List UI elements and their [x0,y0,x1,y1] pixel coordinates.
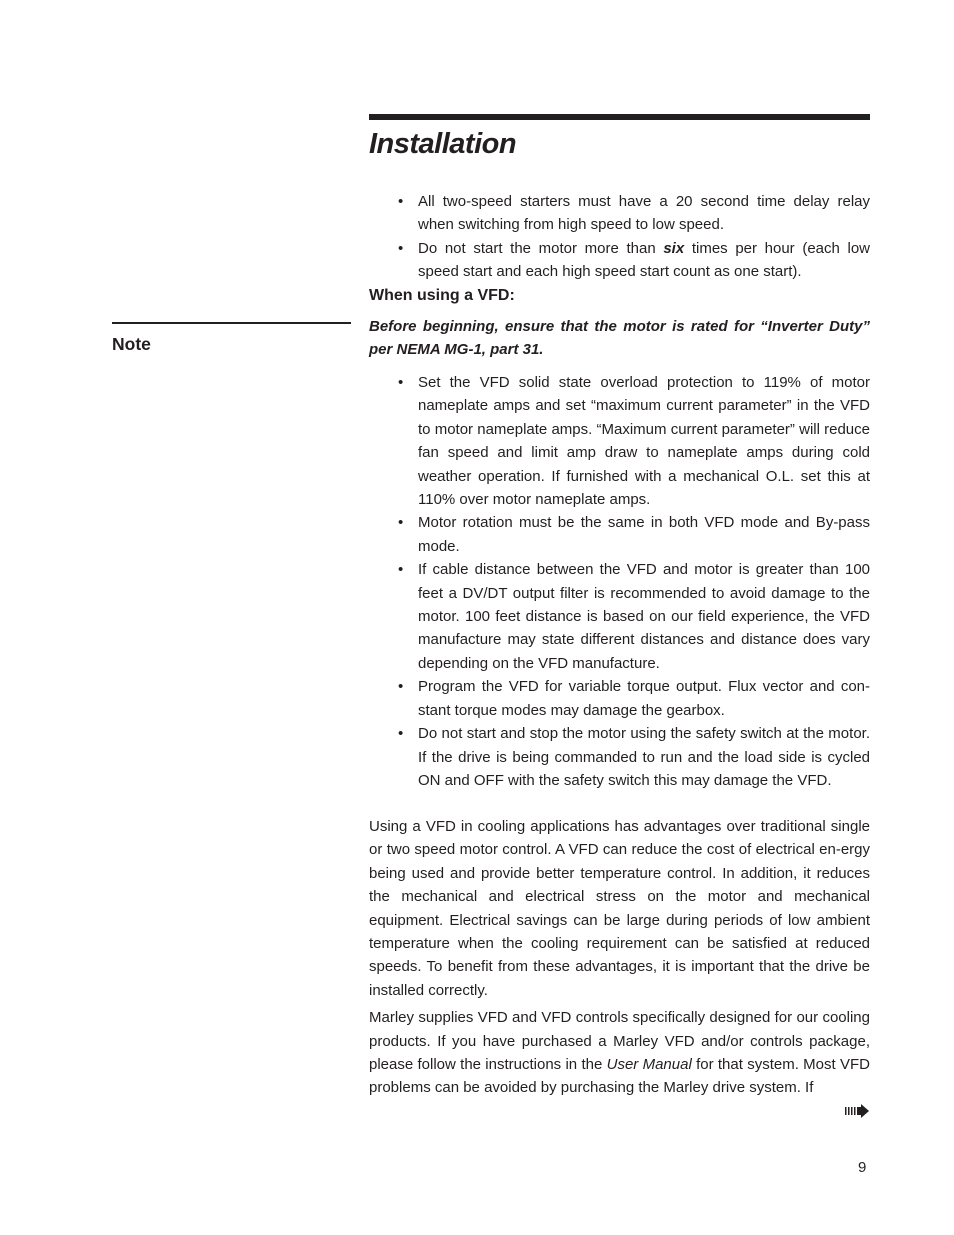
sidebar-divider [112,322,351,324]
body-paragraph [369,1006,870,1100]
title-rule [369,114,870,120]
page-title: Installation [369,128,517,160]
section-heading: When using a VFD: [369,287,515,304]
sidebar-note-label: Note [112,334,151,354]
list-item: • All two-speed starters must have a 20 second time delay relay when switching from high speed to low speed. [418,190,870,237]
list-item: • Program the VFD for variable torque output. Flux vector and con-stant torque modes may damage the gearbox. [418,675,870,722]
list-item: • Set the VFD solid state overload protection to 119% of motor nameplate amps and set “maximum current parameter” in the VFD to motor nameplate amps. “Maximum current parameter” will reduce fan speed and limit amp draw to nameplate amps during cold weather operation. If furnished with a mechanical O.L. set this at 110% over motor nameplate amps. [418,371,870,511]
list-item: • If cable distance between the VFD and motor is greater than 100 feet a DV/DT output filter is recommended to avoid damage to the motor. 100 feet distance is based on our field experience, the VFD manufacture may state different distances and distance does vary depending on the VFD manufacture. [418,558,870,675]
list-item-text: times per hour (each low speed start and each high speed start count as one start). [418,239,871,281]
note-callout: Before beginning, ensure that the motor is rated for “Inverter Duty” per NEMA MG-1, part 31. [369,318,870,359]
list-item-text: Do not start the motor more than [418,239,664,257]
body-paragraph: Using a VFD in cooling applications has advantages over traditional single or two speed motor control. A VFD can reduce the cost of electrical en-ergy being used and provide better temperature control. In addition, it reduces the mechanical and electrical stress on the motor and mechanical equipment. Electrical savings can be large during periods of low ambient temperature when the cooling requirement can be satisfied at reduced speeds. To benefit from these advantages, it is important that the drive be installed correctly. [369,818,870,999]
emphasis-text: User Manual [606,1056,692,1074]
emphasis-text: six [663,239,685,257]
list-item: • Do not start and stop the motor using the safety switch at the motor. If the drive is being commanded to run and the load side is cycled ON and OFF with the safety switch this may damage the VFD. [418,722,870,792]
paragraph-text: Marley supplies VFD and VFD controls specifically designed for our cooling products. If you have purchased a Marley VFD and/or controls package, please follow the instructions in the [369,1009,870,1074]
list-item [418,237,870,284]
vfd-bullet-list [369,371,870,792]
paragraph-text: for that system. Most VFD problems can be avoided by purchasing the Marley drive system. If [369,1056,870,1097]
body-text [369,815,870,1100]
page-number: 9 [858,1159,867,1176]
list-item: • Motor rotation must be the same in both VFD mode and By-pass mode. [418,511,870,558]
continue-arrow-icon [845,1104,871,1118]
intro-bullet-list [369,190,870,284]
